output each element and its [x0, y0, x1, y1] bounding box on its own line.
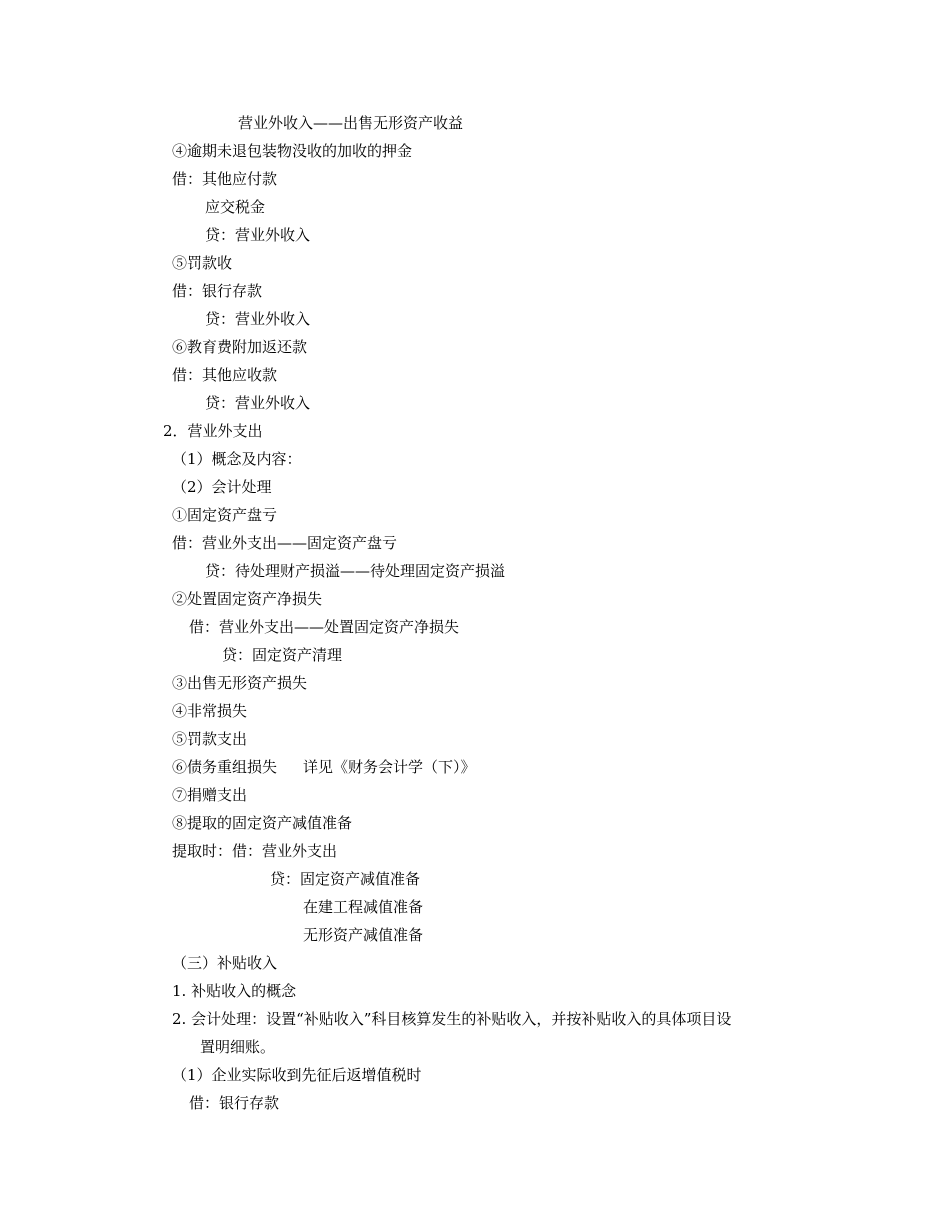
- text-line: 2. 会计处理：设置“补贴收入”科目核算发生的补贴收入，并按补贴收入的具体项目设: [172, 1010, 732, 1028]
- text-line: 置明细账。: [200, 1038, 276, 1056]
- text-line: ⑥教育费附加返还款: [172, 338, 308, 356]
- text-line: 借：营业外支出——处置固定资产净损失: [189, 618, 460, 636]
- text-line: 应交税金: [205, 198, 266, 216]
- section-heading: 2．营业外支出: [163, 422, 263, 440]
- text-line: ⑤罚款支出: [172, 730, 248, 748]
- text-line: 贷：营业外收入: [205, 226, 311, 244]
- cross-reference: 详见《财务会计学（下）》: [303, 758, 476, 776]
- text-line: [172, 757, 476, 777]
- text-line: 借：营业外支出——固定资产盘亏: [172, 534, 398, 552]
- text-line: 贷：营业外收入: [205, 394, 311, 412]
- text-line: ②处置固定资产净损失: [172, 590, 323, 608]
- text-line: 借：银行存款: [172, 282, 263, 300]
- text-line: 在建工程减值准备: [303, 898, 424, 916]
- text-line: 借：其他应付款: [172, 170, 278, 188]
- text-line: ⑤罚款收: [172, 254, 233, 272]
- text-line: 借：其他应收款: [172, 366, 278, 384]
- text-line: ①固定资产盘亏: [172, 506, 278, 524]
- text-line: 1. 补贴收入的概念: [172, 982, 297, 1000]
- text-line: 无形资产减值准备: [303, 926, 424, 944]
- text-line: ④逾期未退包装物没收的加收的押金: [172, 142, 413, 160]
- text-fragment: ⑥债务重组损失: [172, 758, 278, 776]
- text-line: 提取时：借：营业外支出: [172, 842, 338, 860]
- text-line: （1）企业实际收到先征后返增值税时: [172, 1066, 422, 1084]
- text-line: 借：银行存款: [189, 1094, 280, 1112]
- text-line: ⑦捐赠支出: [172, 786, 248, 804]
- text-line: 营业外收入——出售无形资产收益: [238, 114, 464, 132]
- text-line: ③出售无形资产损失: [172, 674, 308, 692]
- text-line: 贷：固定资产清理: [222, 646, 343, 664]
- text-line: （2）会计处理: [172, 478, 272, 496]
- section-heading: （三）补贴收入: [172, 954, 278, 972]
- text-line: （1）概念及内容：: [172, 450, 302, 468]
- text-line: ④非常损失: [172, 702, 248, 720]
- text-line: 贷：固定资产减值准备: [270, 870, 421, 888]
- text-line: 贷：营业外收入: [205, 310, 311, 328]
- text-line: ⑧提取的固定资产减值准备: [172, 814, 353, 832]
- text-line: 贷：待处理财产损溢——待处理固定资产损溢: [205, 562, 506, 580]
